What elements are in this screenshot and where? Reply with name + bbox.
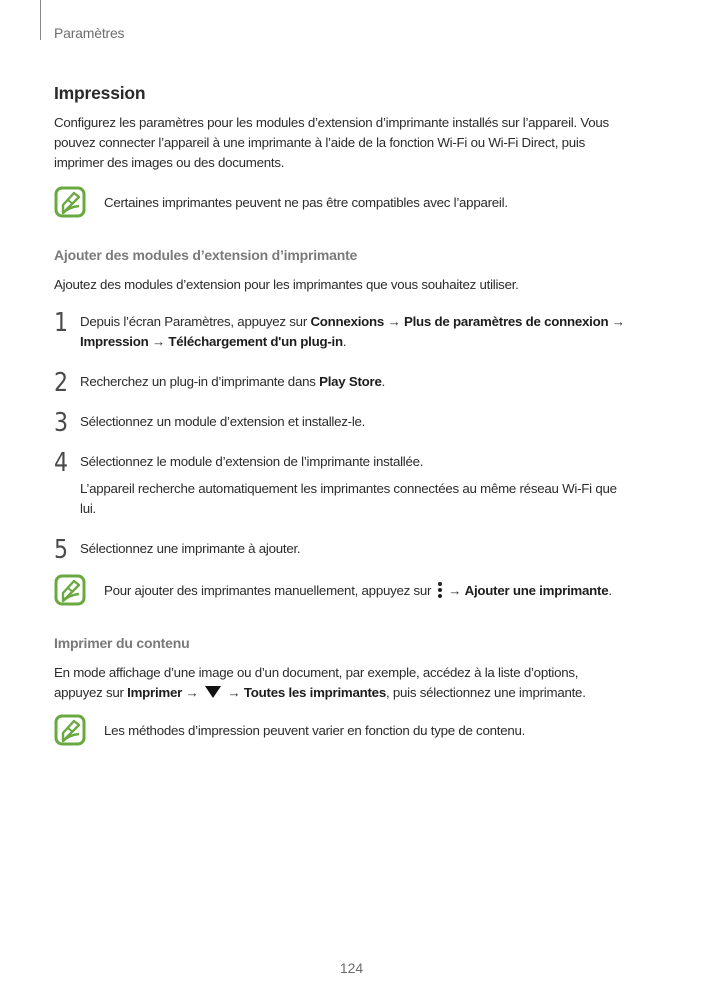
punctuation: .: [381, 374, 386, 389]
section-intro: [54, 113, 654, 173]
menu-path-impression: Impression: [80, 334, 149, 349]
step-text: Sélectionnez un module d’extension et installez-le.: [80, 414, 366, 429]
step-text: Sélectionnez le module d’extension de l’imprimante installée.: [80, 454, 424, 469]
instruction-line: En mode affichage d’une image ou d’un document, par exemple, accédez à la liste d’options,: [54, 665, 579, 680]
menu-path-connexions: Connexions: [310, 314, 385, 329]
arrow: →: [608, 314, 625, 329]
print-content-instructions: [54, 663, 654, 703]
arrow: →: [148, 334, 169, 349]
step-text: [80, 312, 650, 352]
note-text-plain: Pour ajouter des imprimantes manuellement, appuyez sur: [104, 583, 435, 598]
step-number: 5: [54, 535, 69, 565]
instruction-plain: appuyez sur: [54, 685, 128, 700]
print-menu-label: Imprimer: [127, 685, 183, 700]
step-text: Sélectionnez une imprimante à ajouter.: [80, 541, 301, 556]
instruction-line: [54, 683, 654, 703]
note-compatibility: [54, 186, 508, 218]
subtext-line: lui.: [80, 501, 96, 516]
note-icon: [54, 714, 86, 746]
note-text: [104, 582, 612, 598]
intro-line: pouvez connecter l’appareil à une imprimante à l’aide de la fonction Wi-Fi ou Wi-Fi Direct, puis: [54, 135, 586, 150]
running-head: Paramètres: [54, 25, 125, 41]
menu-path-download-plugin: Téléchargement d'un plug-in: [168, 334, 343, 349]
intro-line: imprimer des images ou des documents.: [54, 155, 285, 170]
page-number: 124: [339, 960, 364, 976]
note-text: Les méthodes d’impression peuvent varier en fonction du type de contenu.: [104, 722, 526, 738]
punctuation: .: [608, 583, 612, 598]
step-text-plain: Recherchez un plug-in d’imprimante dans: [80, 374, 320, 389]
dropdown-triangle-icon: [205, 686, 221, 698]
note-icon: [54, 186, 86, 218]
note-text: Certaines imprimantes peuvent ne pas être compatibles avec l’appareil.: [104, 194, 508, 210]
add-printer-label: Ajouter une imprimante: [464, 583, 609, 598]
step-text: [80, 372, 650, 392]
subsection-intro: Ajoutez des modules d’extension pour les imprimantes que vous souhaitez utiliser.: [54, 277, 519, 292]
more-options-kebab-icon: [437, 582, 443, 598]
step-subtext: [80, 479, 650, 519]
arrow: →: [223, 685, 244, 700]
note-icon: [54, 574, 86, 606]
step-number: 2: [54, 368, 69, 398]
all-printers-label: Toutes les imprimantes: [243, 685, 386, 700]
menu-path-more-settings: Plus de paramètres de connexion: [403, 314, 609, 329]
play-store-label: Play Store: [319, 374, 382, 389]
subsection-heading: Imprimer du contenu: [54, 635, 190, 651]
arrow: →: [444, 583, 465, 598]
subtext-line: L’appareil recherche automatiquement les imprimantes connectées au même réseau Wi-Fi que: [80, 481, 617, 496]
note-add-manually: [54, 574, 612, 606]
step-number: 3: [54, 408, 69, 438]
step-text-plain: Depuis l’écran Paramètres, appuyez sur: [80, 314, 311, 329]
step-number: 1: [54, 308, 69, 338]
instruction-plain: , puis sélectionnez une imprimante.: [385, 685, 586, 700]
section-title: Impression: [54, 83, 146, 103]
arrow: →: [182, 685, 202, 700]
arrow: →: [384, 314, 404, 329]
note-print-methods: [54, 714, 525, 746]
punctuation: .: [342, 334, 347, 349]
step-number: 4: [54, 448, 69, 478]
subsection-heading: Ajouter des modules d’extension d’imprimante: [54, 247, 358, 263]
header-divider: [40, 0, 41, 40]
intro-line: Configurez les paramètres pour les modules d’extension d’imprimante installés sur l’appareil. Vous: [54, 115, 609, 130]
